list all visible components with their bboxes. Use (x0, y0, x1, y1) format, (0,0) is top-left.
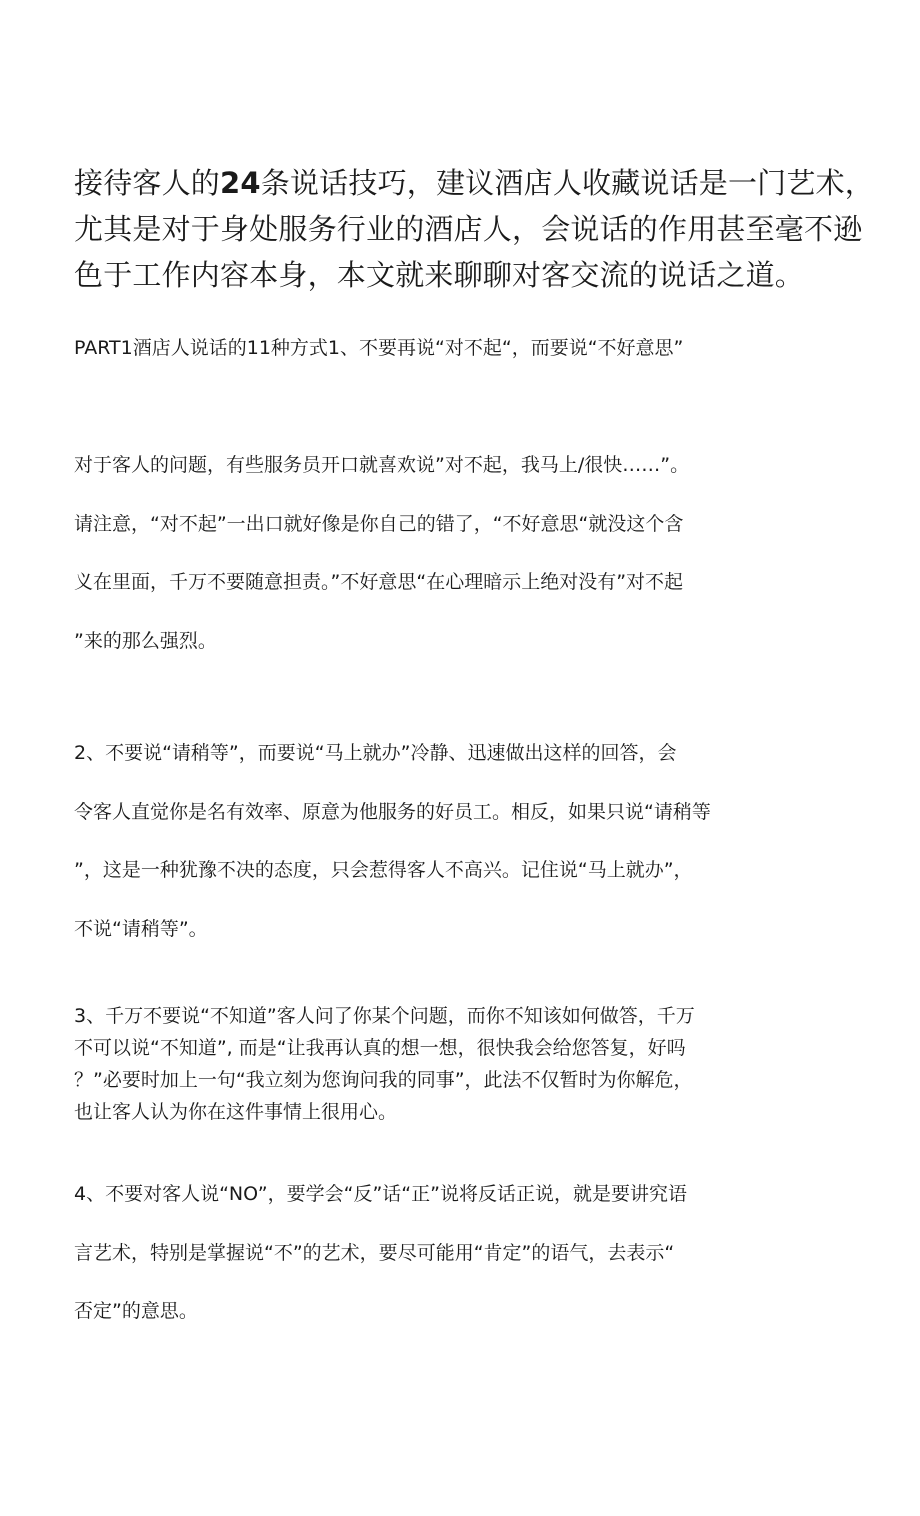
paragraph-line: 请注意，“对不起”一出口就好像是你自己的错了，“不好意思“就没这个含 (74, 512, 684, 535)
title-line-2: 尤其是对于身处服务行业的酒店人，会说话的作用甚至毫不逊 (74, 212, 863, 246)
paragraph-2 (74, 724, 854, 958)
article-title (74, 160, 874, 298)
paragraph-line: 令客人直觉你是名有效率、原意为他服务的好员工。相反，如果只说“请稍等 (74, 800, 711, 823)
paragraph-line: ”来的那么强烈。 (74, 629, 217, 652)
paragraph-line: 4、不要对客人说“NO”，要学会“反”话“正”说将反话正说，就是要讲究语 (74, 1183, 687, 1205)
paragraph-line: 对于客人的问题，有些服务员开口就喜欢说”对不起，我马上/很快……”。 (74, 454, 690, 476)
paragraph-line: 2、不要说“请稍等”，而要说“马上就办”冷静、迅速做出这样的回答，会 (74, 742, 677, 764)
title-line1-rest: 条说话技巧，建议酒店人收藏说话是一门艺术， (260, 166, 874, 200)
section-heading: PART1酒店人说话的11种方式1、不要再说“对不起“，而要说“不好意思” (74, 337, 684, 359)
paragraph-line: 不可以说“不知道”, 而是“让我再认真的想一想，很快我会给您答复，好吗 (74, 1037, 686, 1059)
paragraph-line: 言艺术，特别是掌握说“不”的艺术，要尽可能用“肯定”的语气，去表示“ (74, 1241, 675, 1264)
paragraph-3 (74, 1000, 854, 1128)
paragraph-line: 义在里面，千万不要随意担责。”不好意思“在心理暗示上绝对没有”对不起 (74, 571, 684, 593)
title-line-3: 色于工作内容本身，本文就来聊聊对客交流的说话之道。 (74, 258, 805, 292)
title-line-1 (74, 160, 874, 206)
paragraph-line: ”，这是一种犹豫不决的态度，只会惹得客人不高兴。记住说“马上就办”， (74, 859, 693, 881)
paragraph-4 (74, 1165, 854, 1341)
paragraph-1 (74, 436, 854, 670)
paragraph-line: 3、千万不要说“不知道”客人问了你某个问题，而你不知该如何做答，千万 (74, 1005, 695, 1027)
paragraph-line: 不说“请稍等”。 (74, 917, 208, 940)
paragraph-line: 也让客人认为你在这件事情上很用心。 (74, 1101, 398, 1123)
paragraph-line: ？”必要时加上一句“我立刻为您询问我的同事”，此法不仅暂时为你解危， (74, 1069, 693, 1091)
title-number: 24 (220, 166, 261, 200)
title-lead: 接待客人的 (74, 166, 221, 200)
paragraph-line: 否定”的意思。 (74, 1300, 198, 1322)
